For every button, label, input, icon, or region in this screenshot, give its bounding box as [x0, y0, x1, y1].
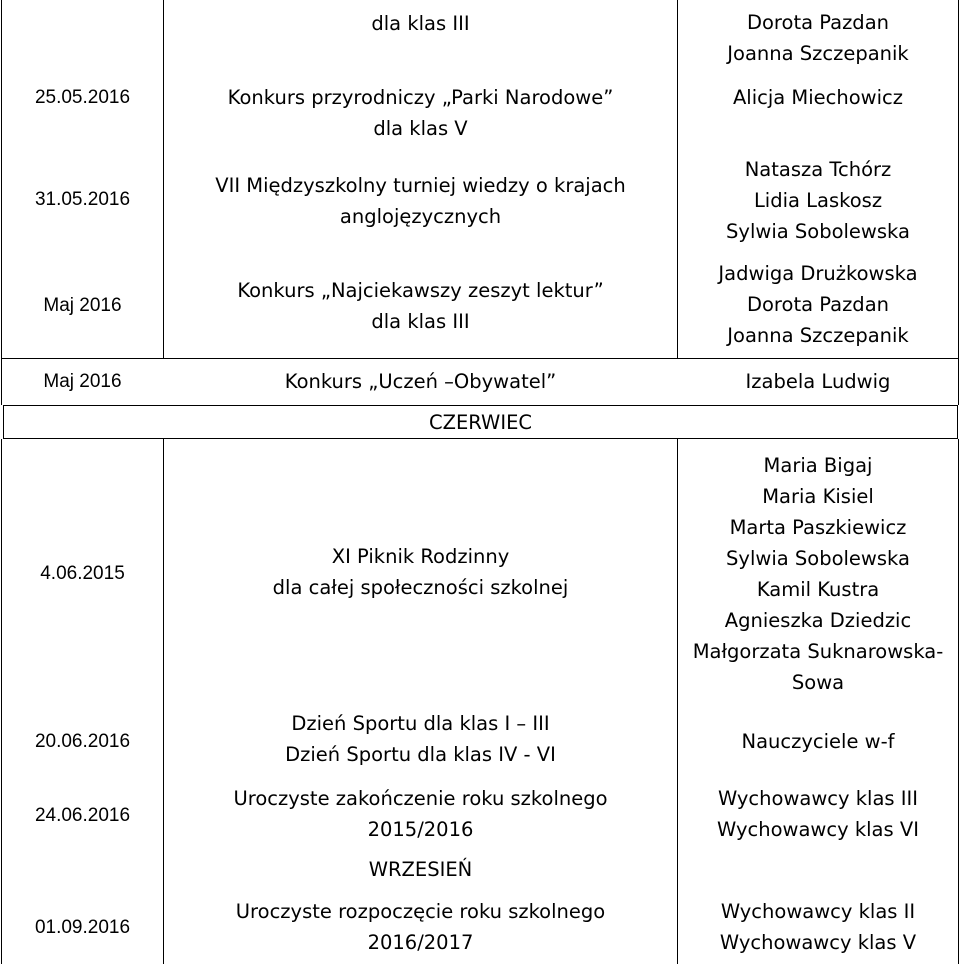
- table-row-date: Maj 2016: [43, 370, 122, 392]
- table-row-people: [678, 726, 958, 756]
- event-text: XI Piknik Rodzinny: [331, 545, 510, 568]
- event-text: Dzień Sportu dla klas I – III: [291, 712, 550, 735]
- event-text: dla klas V: [373, 117, 468, 140]
- table-row-date: [2, 0, 163, 46]
- person-name: Wychowawcy klas VI: [717, 818, 919, 841]
- person-name: Małgorzata Suknarowska-: [692, 640, 944, 663]
- section-heading-czerwiec: CZERWIEC: [3, 405, 958, 439]
- person-name: Izabela Ludwig: [745, 369, 891, 393]
- grid-line: [958, 0, 959, 405]
- person-name: Joanna Szczepanik: [727, 42, 909, 65]
- event-text: Dzień Sportu dla klas IV - VI: [285, 743, 556, 766]
- person-name: Jadwiga Drużkowska: [718, 262, 918, 285]
- table-row-event: [164, 170, 677, 232]
- table-row-people: [678, 154, 958, 247]
- person-name: Kamil Kustra: [756, 578, 880, 601]
- person-name: Maria Kisiel: [762, 485, 874, 508]
- table-row-event: [164, 275, 677, 337]
- event-text: VII Międzyszkolny turniej wiedzy o krajach: [215, 174, 626, 197]
- person-name: Sowa: [791, 671, 845, 694]
- table-row-date: 01.09.2016: [34, 916, 131, 938]
- section-heading-wrzesien: WRZESIEŃ: [368, 857, 473, 881]
- event-text: Uroczyste rozpoczęcie roku szkolnego: [235, 900, 606, 923]
- table-row-date: Maj 2016: [43, 294, 122, 316]
- person-name: Alicja Miechowicz: [732, 85, 904, 109]
- table-row-people: [678, 450, 958, 698]
- table-row-event: [164, 708, 677, 770]
- person-name: Wychowawcy klas III: [717, 787, 919, 810]
- person-name: Wychowawcy klas II: [720, 900, 916, 923]
- table-row-date: 25.05.2016: [34, 86, 131, 108]
- table-row-date: 24.06.2016: [34, 804, 131, 826]
- table-row-event: [164, 783, 677, 845]
- table-row-date: 20.06.2016: [34, 730, 131, 752]
- person-name: Maria Bigaj: [763, 454, 873, 477]
- table-row-event: [164, 82, 677, 144]
- person-name: Sylwia Sobolewska: [726, 220, 910, 243]
- event-text: dla klas III: [371, 310, 470, 333]
- event-text: Konkurs „Najciekawszy zeszyt lektur”: [237, 279, 604, 302]
- person-name: Marta Paszkiewicz: [729, 516, 907, 539]
- grid-line: [1, 358, 959, 359]
- table-row-event: [164, 896, 677, 958]
- person-name: Natasza Tchórz: [744, 158, 892, 181]
- person-name: Nauczyciele w-f: [741, 729, 895, 753]
- person-name: Dorota Pazdan: [746, 11, 889, 34]
- table-row-people: [678, 366, 958, 396]
- table-row-people: [678, 258, 958, 351]
- person-name: Sylwia Sobolewska: [726, 547, 910, 570]
- person-name: Agnieszka Dziedzic: [724, 609, 912, 632]
- table-row-people: [678, 82, 958, 112]
- table-row-people: [678, 896, 958, 958]
- person-name: Dorota Pazdan: [746, 293, 889, 316]
- event-text: Uroczyste zakończenie roku szkolnego: [233, 787, 608, 810]
- table-row-date: 4.06.2015: [40, 562, 125, 584]
- person-name: Lidia Laskosz: [753, 189, 883, 212]
- event-text: 2015/2016: [367, 818, 474, 841]
- table-row-event: [164, 0, 677, 46]
- event-text: dla całej społeczności szkolnej: [272, 576, 569, 599]
- event-text: 2016/2017: [367, 931, 474, 954]
- grid-line: [1, 439, 2, 964]
- event-text: dla klas III: [371, 11, 470, 35]
- grid-line: [958, 439, 959, 964]
- table-row-people: [678, 4, 958, 72]
- table-row-people: [678, 783, 958, 845]
- event-text: anglojęzycznych: [339, 205, 502, 228]
- event-text: Konkurs „Uczeń –Obywatel”: [284, 369, 557, 393]
- event-text: Konkurs przyrodniczy „Parki Narodowe”: [227, 86, 614, 109]
- grid-line: [163, 439, 164, 964]
- table-row-event: [164, 366, 677, 396]
- table-row-date: 31.05.2016: [34, 188, 131, 210]
- person-name: Wychowawcy klas V: [719, 931, 917, 954]
- person-name: Joanna Szczepanik: [727, 324, 909, 347]
- table-row-event: [164, 541, 677, 603]
